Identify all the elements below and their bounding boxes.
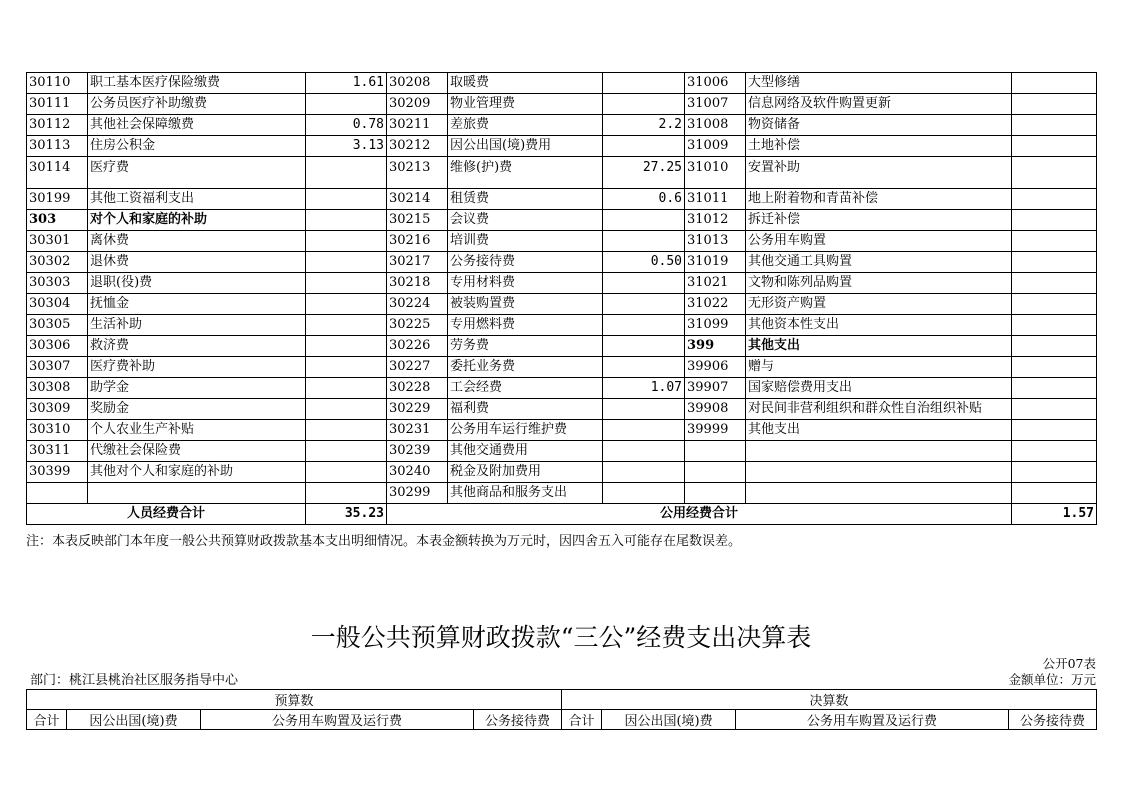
budget-header: 预算数 <box>27 690 562 710</box>
name-cell: 助学金 <box>88 378 306 399</box>
name-cell: 其他资本性支出 <box>746 315 1012 336</box>
name-cell: 专用燃料费 <box>448 315 603 336</box>
name-cell: 税金及附加费用 <box>448 462 603 483</box>
name-cell: 其他支出 <box>746 336 1012 357</box>
amount-cell <box>1012 315 1097 336</box>
name-cell: 维修(护)费 <box>448 157 603 189</box>
code-cell: 31022 <box>685 294 746 315</box>
name-cell: 会议费 <box>448 210 603 231</box>
code-cell: 30308 <box>27 378 88 399</box>
code-cell: 39906 <box>685 357 746 378</box>
code-cell: 30199 <box>27 189 88 210</box>
name-cell <box>746 462 1012 483</box>
name-cell: 拆迁补偿 <box>746 210 1012 231</box>
code-cell: 30309 <box>27 399 88 420</box>
table-row <box>27 273 1097 294</box>
name-cell: 医疗费 <box>88 157 306 189</box>
code-cell: 30225 <box>387 315 448 336</box>
name-cell: 救济费 <box>88 336 306 357</box>
code-cell: 30302 <box>27 252 88 273</box>
amount-cell <box>1012 378 1097 399</box>
name-cell: 公务用车购置 <box>746 231 1012 252</box>
personnel-total-label: 人员经费合计 <box>27 504 306 525</box>
name-cell: 其他对个人和家庭的补助 <box>88 462 306 483</box>
amount-cell <box>306 157 387 189</box>
amount-cell: 2.2 <box>603 115 685 136</box>
amount-cell <box>1012 210 1097 231</box>
code-cell: 30217 <box>387 252 448 273</box>
code-cell: 30239 <box>387 441 448 462</box>
col-header: 公务接待费 <box>1009 710 1097 730</box>
amount-cell <box>306 189 387 210</box>
amount-cell <box>306 336 387 357</box>
name-cell: 奖励金 <box>88 399 306 420</box>
code-cell: 30231 <box>387 420 448 441</box>
public-total-label: 公用经费合计 <box>387 504 1012 525</box>
amount-cell <box>1012 357 1097 378</box>
name-cell: 医疗费补助 <box>88 357 306 378</box>
table-row <box>27 315 1097 336</box>
code-cell: 30211 <box>387 115 448 136</box>
code-cell: 31009 <box>685 136 746 157</box>
code-cell: 30216 <box>387 231 448 252</box>
amount-cell <box>306 378 387 399</box>
amount-cell <box>603 315 685 336</box>
column-header-row <box>27 710 1097 730</box>
public-total-value: 1.57 <box>1012 504 1097 525</box>
name-cell: 工会经费 <box>448 378 603 399</box>
name-cell: 其他社会保障缴费 <box>88 115 306 136</box>
name-cell: 对民间非营利组织和群众性自治组织补贴 <box>746 399 1012 420</box>
amount-cell <box>1012 294 1097 315</box>
amount-cell <box>306 462 387 483</box>
three-public-expenses-table <box>26 689 1097 730</box>
name-cell: 差旅费 <box>448 115 603 136</box>
code-cell: 31007 <box>685 94 746 115</box>
code-cell: 31021 <box>685 273 746 294</box>
code-cell: 30240 <box>387 462 448 483</box>
amount-cell <box>306 420 387 441</box>
amount-cell <box>603 210 685 231</box>
table-row <box>27 462 1097 483</box>
name-cell: 安置补助 <box>746 157 1012 189</box>
amount-cell <box>1012 441 1097 462</box>
name-cell: 公务用车运行维护费 <box>448 420 603 441</box>
code-cell: 30215 <box>387 210 448 231</box>
code-cell: 30311 <box>27 441 88 462</box>
name-cell <box>746 483 1012 504</box>
table-row <box>27 73 1097 94</box>
code-cell: 30214 <box>387 189 448 210</box>
code-cell: 30307 <box>27 357 88 378</box>
code-cell: 30208 <box>387 73 448 94</box>
amount-cell <box>603 294 685 315</box>
name-cell: 土地补偿 <box>746 136 1012 157</box>
amount-cell <box>603 441 685 462</box>
name-cell: 生活补助 <box>88 315 306 336</box>
name-cell: 文物和陈列品购置 <box>746 273 1012 294</box>
code-cell: 30310 <box>27 420 88 441</box>
code-cell: 30229 <box>387 399 448 420</box>
amount-cell <box>1012 157 1097 189</box>
amount-cell <box>1012 136 1097 157</box>
name-cell: 离休费 <box>88 231 306 252</box>
table-row <box>27 399 1097 420</box>
name-cell: 其他交通费用 <box>448 441 603 462</box>
code-cell: 30301 <box>27 231 88 252</box>
amount-cell: 0.50 <box>603 252 685 273</box>
basic-expenditure-table <box>26 72 1097 525</box>
amount-cell <box>306 273 387 294</box>
amount-cell <box>1012 399 1097 420</box>
amount-cell <box>1012 189 1097 210</box>
amount-cell <box>1012 483 1097 504</box>
amount-cell <box>603 357 685 378</box>
name-cell: 赠与 <box>746 357 1012 378</box>
name-cell: 代缴社会保险费 <box>88 441 306 462</box>
table-row <box>27 336 1097 357</box>
amount-cell <box>603 231 685 252</box>
code-cell: 30110 <box>27 73 88 94</box>
code-cell <box>685 462 746 483</box>
code-cell: 30303 <box>27 273 88 294</box>
amount-cell <box>1012 252 1097 273</box>
name-cell: 国家赔偿费用支出 <box>746 378 1012 399</box>
code-cell: 30306 <box>27 336 88 357</box>
code-cell: 30218 <box>387 273 448 294</box>
table-row <box>27 136 1097 157</box>
name-cell: 劳务费 <box>448 336 603 357</box>
final-header: 决算数 <box>562 690 1097 710</box>
name-cell: 抚恤金 <box>88 294 306 315</box>
table-row <box>27 357 1097 378</box>
table-row <box>27 441 1097 462</box>
amount-cell <box>603 273 685 294</box>
code-cell: 30209 <box>387 94 448 115</box>
name-cell: 无形资产购置 <box>746 294 1012 315</box>
table-row <box>27 483 1097 504</box>
amount-cell: 3.13 <box>306 136 387 157</box>
code-cell: 31013 <box>685 231 746 252</box>
code-cell: 30213 <box>387 157 448 189</box>
amount-cell <box>603 136 685 157</box>
name-cell <box>88 483 306 504</box>
amount-cell <box>603 399 685 420</box>
name-cell: 对个人和家庭的补助 <box>88 210 306 231</box>
code-cell: 303 <box>27 210 88 231</box>
code-cell: 30114 <box>27 157 88 189</box>
name-cell: 物业管理费 <box>448 94 603 115</box>
code-cell: 39908 <box>685 399 746 420</box>
amount-cell <box>1012 231 1097 252</box>
amount-cell <box>306 357 387 378</box>
table-note: 注：本表反映部门本年度一般公共预算财政拨款基本支出明细情况。本表金额转换为万元时，因四舍五入可能存在尾数误差。 <box>26 534 742 549</box>
table-row <box>27 94 1097 115</box>
amount-cell <box>1012 336 1097 357</box>
amount-cell <box>1012 420 1097 441</box>
amount-cell <box>603 336 685 357</box>
name-cell: 地上附着物和青苗补偿 <box>746 189 1012 210</box>
amount-cell: 27.25 <box>603 157 685 189</box>
code-cell: 30227 <box>387 357 448 378</box>
code-cell <box>27 483 88 504</box>
code-cell: 31006 <box>685 73 746 94</box>
code-cell: 30112 <box>27 115 88 136</box>
code-cell: 30113 <box>27 136 88 157</box>
amount-cell <box>603 73 685 94</box>
col-header: 公务接待费 <box>474 710 562 730</box>
name-cell: 福利费 <box>448 399 603 420</box>
code-cell <box>685 483 746 504</box>
table-row <box>27 294 1097 315</box>
col-header: 因公出国(境)费 <box>602 710 736 730</box>
name-cell: 委托业务费 <box>448 357 603 378</box>
code-cell: 31011 <box>685 189 746 210</box>
amount-cell <box>306 252 387 273</box>
amount-cell <box>306 441 387 462</box>
amount-cell <box>1012 273 1097 294</box>
name-cell: 培训费 <box>448 231 603 252</box>
code-cell: 31099 <box>685 315 746 336</box>
code-cell: 30111 <box>27 94 88 115</box>
name-cell: 其他交通工具购置 <box>746 252 1012 273</box>
name-cell: 其他工资福利支出 <box>88 189 306 210</box>
table-row <box>27 252 1097 273</box>
code-cell: 30228 <box>387 378 448 399</box>
code-cell: 30224 <box>387 294 448 315</box>
code-cell: 30399 <box>27 462 88 483</box>
amount-cell <box>603 94 685 115</box>
col-header: 合计 <box>27 710 67 730</box>
amount-unit-label: 金额单位：万元 <box>1008 672 1096 687</box>
group-header-row <box>27 690 1097 710</box>
amount-cell <box>306 315 387 336</box>
amount-cell <box>306 483 387 504</box>
name-cell: 住房公积金 <box>88 136 306 157</box>
name-cell: 租赁费 <box>448 189 603 210</box>
amount-cell <box>306 399 387 420</box>
name-cell: 物资储备 <box>746 115 1012 136</box>
totals-row <box>27 504 1097 525</box>
col-header: 公务用车购置及运行费 <box>201 710 474 730</box>
name-cell: 专用材料费 <box>448 273 603 294</box>
code-cell <box>685 441 746 462</box>
code-cell: 30304 <box>27 294 88 315</box>
name-cell: 职工基本医疗保险缴费 <box>88 73 306 94</box>
table-row <box>27 231 1097 252</box>
amount-cell: 0.78 <box>306 115 387 136</box>
col-header: 公务用车购置及运行费 <box>736 710 1009 730</box>
amount-cell <box>1012 115 1097 136</box>
department-label: 部门：桃江县桃治社区服务指导中心 <box>30 673 239 688</box>
name-cell: 公务员医疗补助缴费 <box>88 94 306 115</box>
amount-cell: 1.07 <box>603 378 685 399</box>
code-cell: 39999 <box>685 420 746 441</box>
amount-cell <box>1012 73 1097 94</box>
amount-cell: 1.61 <box>306 73 387 94</box>
code-cell: 30299 <box>387 483 448 504</box>
name-cell: 其他支出 <box>746 420 1012 441</box>
code-cell: 31012 <box>685 210 746 231</box>
amount-cell <box>1012 462 1097 483</box>
code-cell: 31010 <box>685 157 746 189</box>
amount-cell <box>306 94 387 115</box>
table-row <box>27 189 1097 210</box>
code-cell: 31008 <box>685 115 746 136</box>
name-cell: 其他商品和服务支出 <box>448 483 603 504</box>
name-cell: 取暖费 <box>448 73 603 94</box>
name-cell: 公务接待费 <box>448 252 603 273</box>
table-row <box>27 157 1097 189</box>
form-number: 公开07表 <box>1042 656 1096 671</box>
table-row <box>27 378 1097 399</box>
name-cell: 退休费 <box>88 252 306 273</box>
table-row <box>27 420 1097 441</box>
amount-cell <box>306 294 387 315</box>
code-cell: 39907 <box>685 378 746 399</box>
amount-cell <box>306 231 387 252</box>
name-cell: 个人农业生产补贴 <box>88 420 306 441</box>
name-cell: 退职(役)费 <box>88 273 306 294</box>
code-cell: 30212 <box>387 136 448 157</box>
name-cell: 大型修缮 <box>746 73 1012 94</box>
code-cell: 31019 <box>685 252 746 273</box>
code-cell: 399 <box>685 336 746 357</box>
amount-cell <box>603 420 685 441</box>
table-row <box>27 115 1097 136</box>
personnel-total-value: 35.23 <box>306 504 387 525</box>
code-cell: 30226 <box>387 336 448 357</box>
name-cell: 被装购置费 <box>448 294 603 315</box>
name-cell <box>746 441 1012 462</box>
table-row <box>27 210 1097 231</box>
col-header: 因公出国(境)费 <box>67 710 201 730</box>
amount-cell: 0.6 <box>603 189 685 210</box>
amount-cell <box>306 210 387 231</box>
name-cell: 因公出国(境)费用 <box>448 136 603 157</box>
amount-cell <box>1012 94 1097 115</box>
col-header: 合计 <box>562 710 602 730</box>
amount-cell <box>603 462 685 483</box>
name-cell: 信息网络及软件购置更新 <box>746 94 1012 115</box>
page-title: 一般公共预算财政拨款“三公”经费支出决算表 <box>310 623 812 652</box>
code-cell: 30305 <box>27 315 88 336</box>
amount-cell <box>603 483 685 504</box>
